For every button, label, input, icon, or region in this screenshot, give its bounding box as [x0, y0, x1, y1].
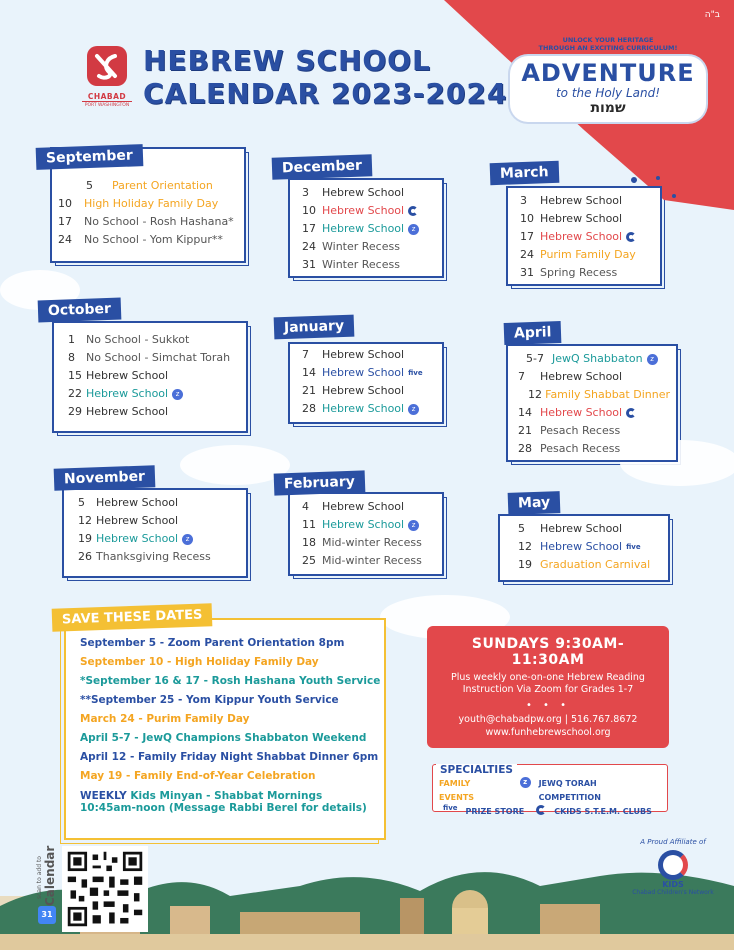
promo-tag-line-1: UNLOCK YOUR HERITAGE: [562, 36, 654, 44]
event: Hebrew School: [322, 366, 405, 379]
five-icon: five: [626, 542, 641, 551]
event: Hebrew School: [96, 514, 179, 527]
save-item: April 5-7 - JewQ Champions Shabbaton Weekend: [80, 732, 367, 744]
day: 4: [302, 500, 309, 513]
day: 1: [68, 333, 75, 346]
day: 11: [302, 518, 316, 531]
zoom-icon: z: [408, 404, 419, 415]
save-item: *September 16 & 17 - Rosh Hashana Youth Service: [80, 675, 381, 687]
specialty-item: CKIDS S.T.E.M. CLUBS: [554, 807, 652, 816]
event: Family Shabbat Dinner: [545, 388, 670, 401]
logo-name: CHABAD: [87, 92, 127, 101]
event: Hebrew School: [96, 532, 179, 545]
event: Thanksgiving Recess: [96, 550, 211, 563]
sundays-panel: [427, 626, 669, 748]
day: 10: [302, 204, 316, 217]
promo-hebrew: שמות: [590, 100, 626, 116]
weekly-text: Kids Minyan - Shabbat Mornings: [130, 790, 323, 802]
event: Winter Recess: [322, 258, 400, 271]
day: 21: [518, 424, 532, 437]
chabad-logo: [82, 44, 132, 108]
day: 31: [302, 258, 316, 271]
zoom-icon: z: [647, 354, 658, 365]
calendar-icon: 31: [38, 906, 56, 924]
month-october: [52, 321, 248, 433]
promo-box: [510, 56, 706, 122]
day: 26: [78, 550, 92, 563]
day: 5: [78, 496, 85, 509]
month-february: [288, 492, 444, 576]
month-label-january: January: [274, 315, 355, 340]
event: Hebrew School: [322, 204, 405, 217]
weekly-lead: WEEKLY: [80, 790, 127, 802]
event: Hebrew School: [86, 369, 169, 382]
affiliate-arc: A Proud Affiliate of: [640, 838, 706, 846]
ckids-icon: [536, 805, 546, 815]
event: Hebrew School: [322, 518, 405, 531]
weekly-text-2: 10:45am-noon (Message Rabbi Berel for details): [80, 802, 367, 814]
calendar-label: [36, 845, 58, 906]
day: 18: [302, 536, 316, 549]
day: 19: [518, 558, 532, 571]
event: No School - Yom Kippur**: [84, 233, 223, 246]
ckids-icon: [626, 232, 636, 242]
sundays-dots: • • •: [525, 700, 571, 711]
affiliate-network: Chabad Children's Network: [632, 889, 714, 896]
bsd-mark: ב"ה: [704, 10, 720, 20]
day: 17: [302, 222, 316, 235]
sundays-contact[interactable]: youth@chabadpw.org | 516.767.8672: [458, 714, 638, 725]
event: Hebrew School: [322, 222, 405, 235]
title-line-1: HEBREW SCHOOL: [143, 44, 431, 77]
sundays-para-2: Instruction Via Zoom for Grades 1-7: [462, 684, 634, 695]
day: 25: [302, 554, 316, 567]
specialty-item: PRIZE STORE: [465, 807, 525, 816]
ckids-affiliate: [628, 838, 718, 906]
event: Winter Recess: [322, 240, 400, 253]
event: Hebrew School: [322, 348, 405, 361]
event: Pesach Recess: [540, 442, 621, 455]
event: Mid-winter Recess: [322, 536, 422, 549]
event: Hebrew School: [322, 402, 405, 415]
promo-tag: [510, 36, 706, 52]
day: 5: [518, 522, 525, 535]
event: Hebrew School: [322, 384, 405, 397]
event: Hebrew School: [540, 212, 623, 225]
event: High Holiday Family Day: [84, 197, 219, 210]
promo-tag-line-2: THROUGH AN EXCITING CURRICULUM!: [538, 44, 678, 52]
event: No School - Sukkot: [86, 333, 190, 346]
ckids-logo-icon: [658, 850, 688, 880]
day: 22: [68, 387, 82, 400]
day: 24: [302, 240, 316, 253]
event: Hebrew School: [540, 370, 623, 383]
ckids-icon: [626, 408, 636, 418]
event: Hebrew School: [86, 405, 169, 418]
event: Mid-winter Recess: [322, 554, 422, 567]
day: 24: [520, 248, 534, 261]
page-title: [143, 44, 507, 110]
month-december: [288, 178, 444, 278]
event: Spring Recess: [540, 266, 618, 279]
title-line-2: CALENDAR 2023-2024: [143, 77, 508, 110]
event: Hebrew School: [322, 500, 405, 513]
specialties-label: SPECIALTIES: [436, 764, 517, 776]
day: 28: [518, 442, 532, 455]
event: No School - Simchat Torah: [86, 351, 231, 364]
day: 5-7: [526, 352, 544, 365]
event: Hebrew School: [86, 387, 169, 400]
day: 24: [58, 233, 72, 246]
event: No School - Rosh Hashana*: [84, 215, 234, 228]
day: 10: [58, 197, 72, 210]
month-label-april: April: [504, 321, 562, 345]
day: 28: [302, 402, 316, 415]
ckids-icon: [408, 206, 418, 216]
day: 15: [68, 369, 82, 382]
month-may: [498, 514, 670, 582]
specialty-item: FAMILY EVENTS: [439, 779, 475, 802]
day: 8: [68, 351, 75, 364]
save-item: May 19 - Family End-of-Year Celebration: [80, 770, 316, 782]
save-item: March 24 - Purim Family Day: [80, 713, 250, 725]
event: Hebrew School: [540, 230, 623, 243]
zoom-icon: z: [408, 520, 419, 531]
day: 3: [302, 186, 309, 199]
save-these-dates: [64, 618, 386, 840]
day: 10: [520, 212, 534, 225]
event: Hebrew School: [540, 540, 623, 553]
event: Graduation Carnival: [540, 558, 651, 571]
day: 12: [518, 540, 532, 553]
day: 14: [518, 406, 532, 419]
event: Purim Family Day: [540, 248, 636, 261]
chabad-logo-icon: [85, 44, 129, 88]
day: 14: [302, 366, 316, 379]
five-icon: five: [408, 368, 423, 377]
month-label-march: March: [490, 161, 559, 185]
promo-badge: [510, 36, 706, 136]
zoom-icon: z: [408, 224, 419, 235]
five-icon: five: [443, 804, 458, 812]
specialties-row-1: [439, 777, 661, 805]
save-item: September 10 - High Holiday Family Day: [80, 656, 319, 668]
month-label-october: October: [38, 298, 122, 323]
event: Hebrew School: [540, 406, 623, 419]
event: Parent Orientation: [112, 179, 213, 192]
day: 17: [520, 230, 534, 243]
logo-sub: PORT WASHINGTON: [82, 101, 132, 108]
sundays-para: [437, 672, 659, 696]
sundays-para-1: Plus weekly one-on-one Hebrew Reading: [451, 672, 645, 683]
qr-code[interactable]: [62, 846, 148, 932]
day: 17: [58, 215, 72, 228]
affiliate-name: KIDS: [662, 880, 684, 889]
day: 31: [520, 266, 534, 279]
month-label-december: December: [272, 154, 373, 179]
zoom-icon: z: [172, 389, 183, 400]
promo-subline: to the Holy Land!: [555, 86, 661, 100]
month-label-november: November: [54, 465, 156, 491]
event: Hebrew School: [96, 496, 179, 509]
save-item: **September 25 - Yom Kippur Youth Service: [80, 694, 339, 706]
event: Hebrew School: [540, 522, 623, 535]
event: Hebrew School: [540, 194, 623, 207]
month-label-may: May: [508, 491, 561, 515]
sundays-heading: SUNDAYS 9:30AM-11:30AM: [471, 636, 625, 668]
month-april: [506, 344, 678, 462]
day: 7: [518, 370, 525, 383]
event: Hebrew School: [322, 186, 405, 199]
zoom-icon: z: [182, 534, 193, 545]
month-march: [506, 186, 662, 286]
promo-headline: ADVENTURE: [521, 59, 695, 87]
specialties-row-2: [439, 805, 661, 819]
save-item: April 12 - Family Friday Night Shabbat Dinner 6pm: [80, 751, 379, 763]
month-label-february: February: [274, 470, 366, 495]
day: 29: [68, 405, 82, 418]
day: 21: [302, 384, 316, 397]
calendar-scan-text: scan to add to: [36, 856, 43, 900]
month-november: [62, 488, 248, 578]
calendar-name: Calendar: [43, 845, 57, 906]
day: 3: [520, 194, 527, 207]
event: JewQ Shabbaton: [552, 352, 643, 365]
save-weekly: [80, 790, 370, 814]
day: 5: [86, 179, 93, 192]
day: 7: [302, 348, 309, 361]
save-label: SAVE THESE DATES: [52, 603, 213, 632]
zoom-icon: z: [520, 777, 531, 788]
specialty-item: JEWQ TORAH COMPETITION: [538, 779, 601, 802]
month-january: [288, 342, 444, 424]
month-label-september: September: [36, 144, 143, 170]
event: Pesach Recess: [540, 424, 621, 437]
save-item: September 5 - Zoom Parent Orientation 8pm: [80, 637, 345, 649]
day: 12: [528, 388, 542, 401]
sundays-website[interactable]: www.funhebrewschool.org: [485, 727, 611, 738]
day: 19: [78, 532, 92, 545]
day: 12: [78, 514, 92, 527]
